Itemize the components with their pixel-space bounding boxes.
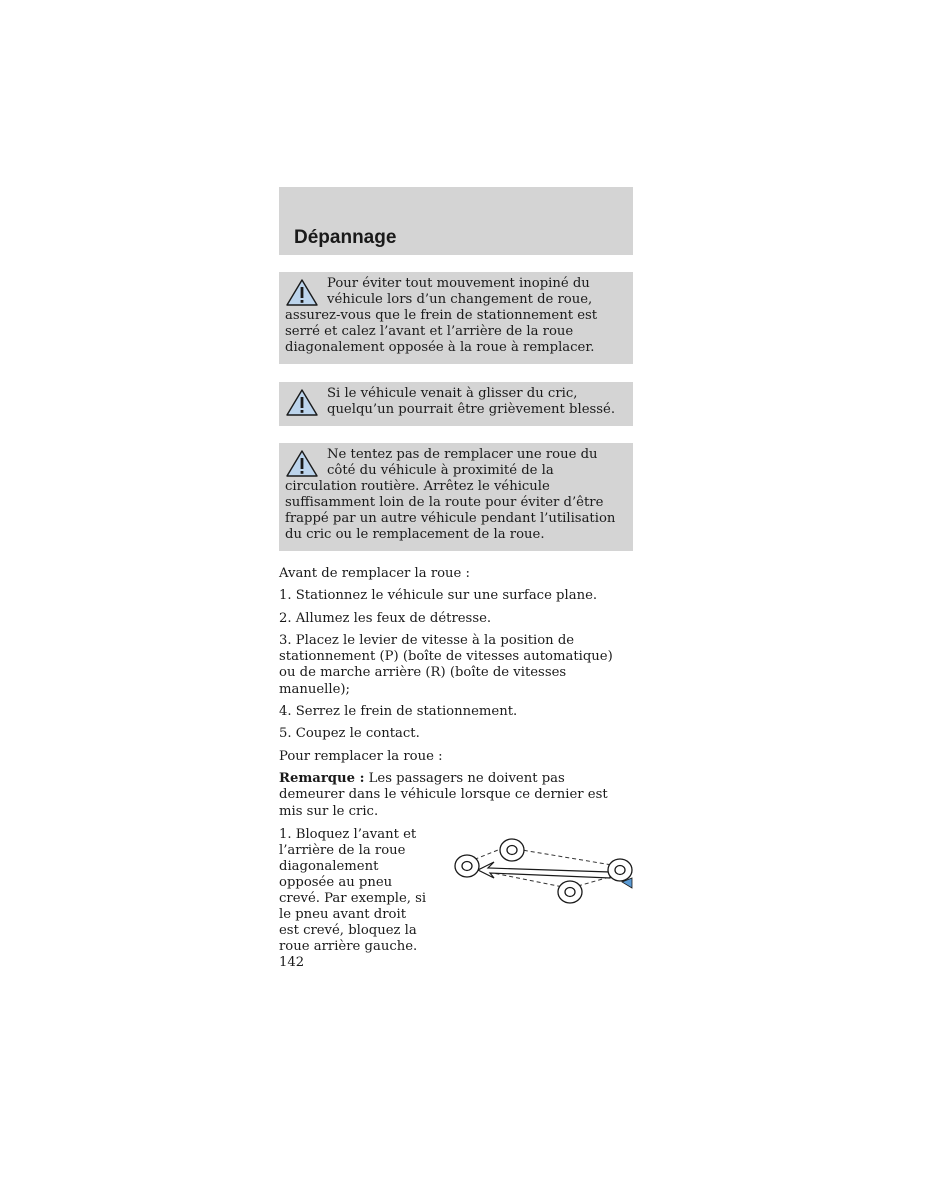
instructions: [279, 566, 633, 826]
warning-icon: [285, 449, 319, 479]
block-step: [279, 827, 429, 961]
list-item: 5. Coupez le contact.: [279, 726, 420, 742]
list-item: 1. Stationnez le véhicule sur une surface plane.: [279, 588, 598, 604]
section-header: [279, 187, 633, 255]
page-title: Dépannage: [294, 227, 397, 248]
intro-text: Pour remplacer la roue :: [279, 748, 443, 764]
warning-box: [279, 382, 633, 426]
warning-icon: [285, 388, 319, 418]
note-label: Remarque :: [279, 770, 365, 786]
warning-text: Si le véhicule venait à glisser du cric, quelqu’un pourrait être grièvement blessé.: [327, 386, 616, 417]
warning-box: [279, 443, 633, 551]
list-item: 4. Serrez le frein de stationnement.: [279, 704, 518, 720]
intro-text: Avant de remplacer la roue :: [279, 566, 470, 581]
list-item: 3. Placez le levier de vitesse à la position de stationnement (P) (boîte de vitesses automatique) ou de marche arrière (R) (boîte de vitesses manuelle);: [279, 632, 613, 697]
list-item: [279, 827, 429, 955]
note: [279, 771, 633, 820]
note-text: Les passagers ne doivent pas demeurer dans le véhicule lorsque ce dernier est mis sur le cric.: [279, 770, 608, 819]
page-number: 142: [279, 955, 305, 970]
warning-box: [279, 272, 633, 364]
warning-text: Ne tentez pas de remplacer une roue du côté du véhicule à proximité de la circulation routière. Arrêtez le véhicule suffisamment loin de la route pour éviter d’être frappé par un autre véhicule pendant l’utilisation du cric ou le remplacement de la roue.: [285, 447, 616, 542]
block-step-text: 1. Bloquez l’avant et l’arrière de la roue diagonalement opposée au pneu crevé. Par exemple, si le pneu avant droit est crevé, bloquez la roue arrière gauche.: [279, 827, 427, 954]
list-item: 2. Allumez les feux de détresse.: [279, 610, 492, 626]
wheel-chock-diagram: [450, 826, 640, 912]
warning-text: Pour éviter tout mouvement inopiné du véhicule lors d’un changement de roue, assurez-vous que le frein de stationnement est serré et calez l’avant et l’arrière de la roue diagonalement opposée à la roue à remplacer.: [285, 276, 598, 355]
warning-icon: [285, 278, 319, 308]
